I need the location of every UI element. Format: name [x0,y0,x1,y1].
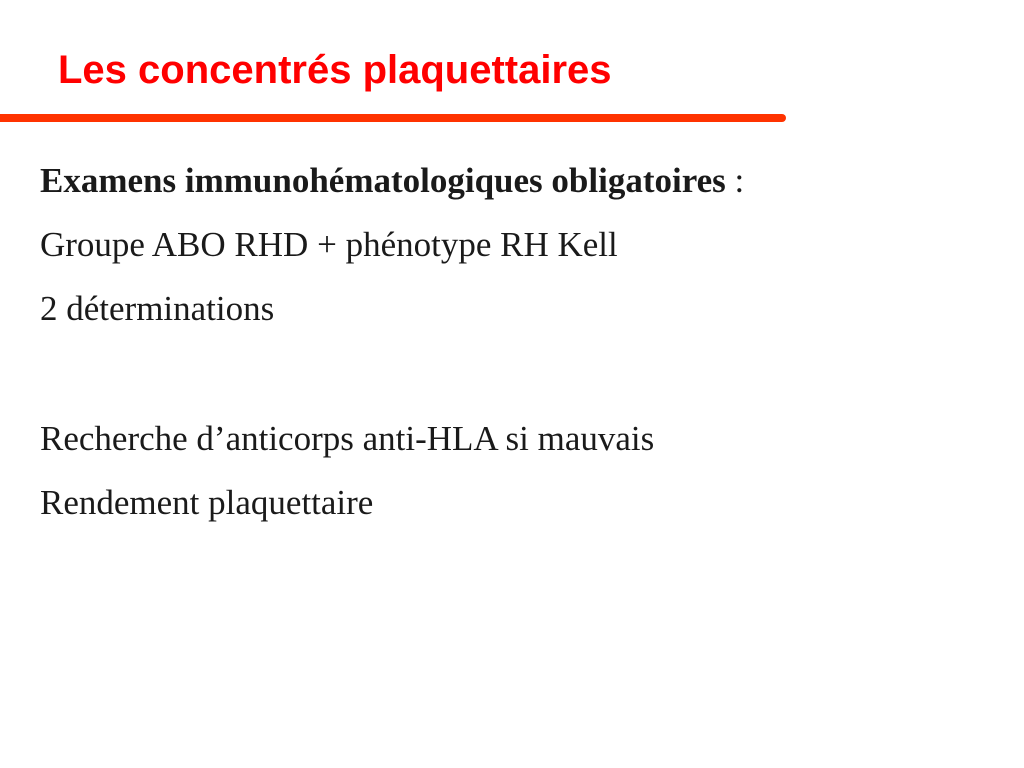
title-underline-rule [0,114,786,122]
body-line-determinations: 2 déterminations [40,289,275,328]
body-spacer [40,341,1000,407]
slide-body [40,149,1000,535]
slide-title: Les concentrés plaquettaires [58,48,612,92]
body-heading-bold: Examens immunohématologiques obligatoires [40,161,726,200]
body-line-anti-hla: Recherche d’anticorps anti-HLA si mauvais [40,419,655,458]
body-heading-line [40,149,1000,213]
body-line-blood-group: Groupe ABO RHD + phénotype RH Kell [40,225,618,264]
body-heading-colon: : [725,161,745,200]
body-line-platelet-yield: Rendement plaquettaire [40,483,374,522]
